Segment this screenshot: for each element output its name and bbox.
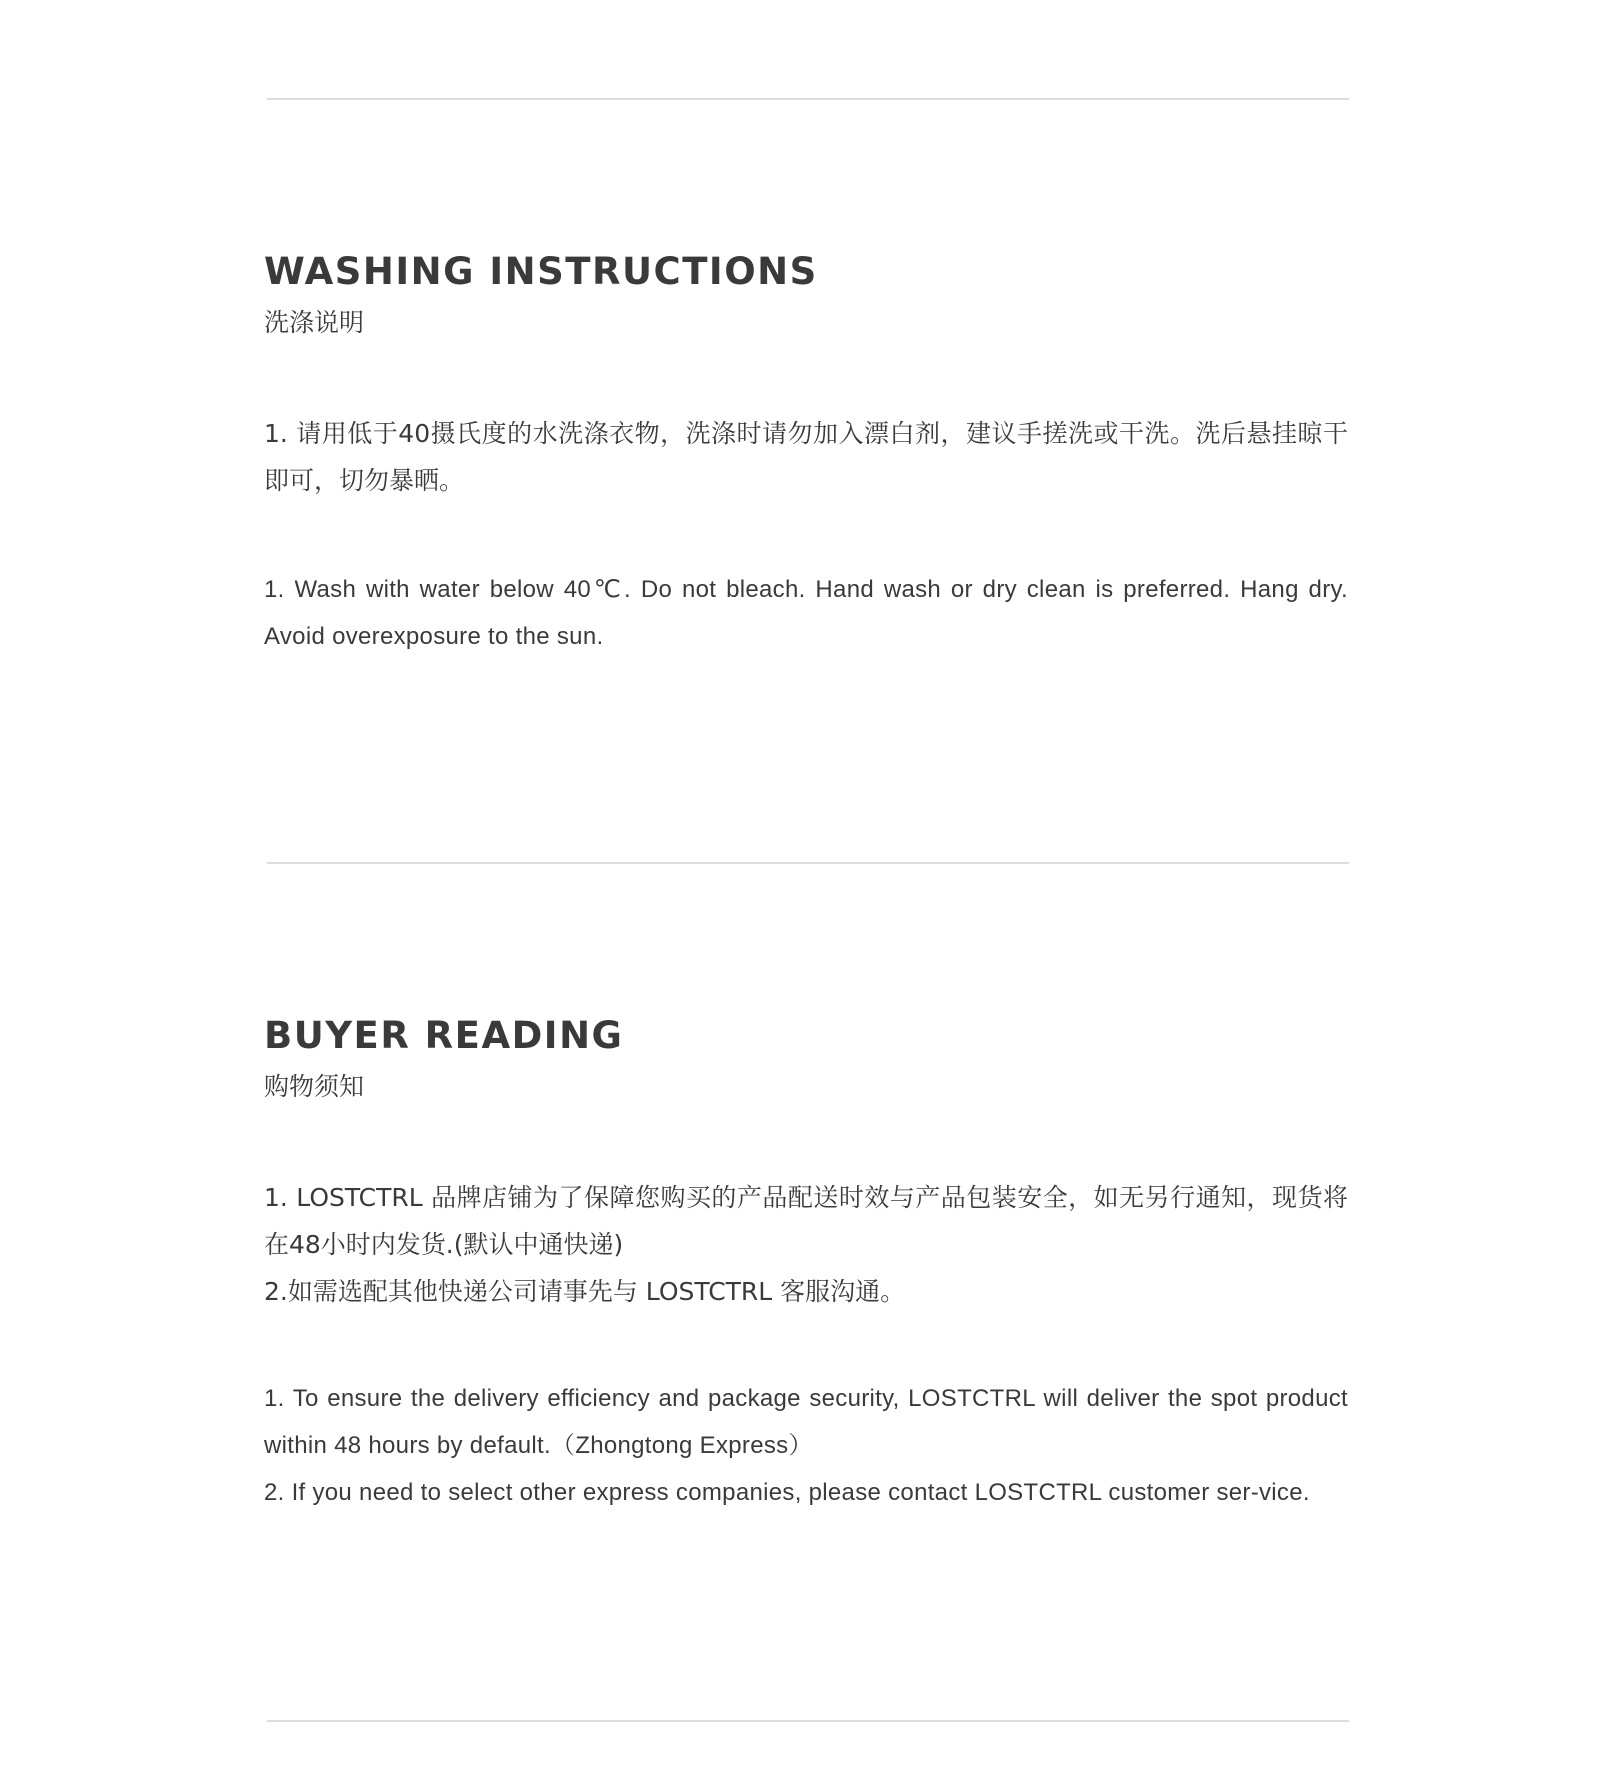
- buyer-subtitle: 购物须知: [264, 1072, 365, 1101]
- middle-divider: [267, 862, 1349, 864]
- washing-title: WASHING INSTRUCTIONS: [264, 250, 818, 293]
- top-divider: [267, 98, 1349, 100]
- buyer-en-paragraph-1: 1. To ensure the delivery efficiency and package security, LOSTCTRL will deliver the spot product within 48 hours by default.（Zhongtong Express）: [264, 1385, 1348, 1459]
- washing-subtitle: 洗涤说明: [264, 308, 365, 337]
- washing-en-text: [264, 566, 1348, 660]
- buyer-zh-paragraph-2: 2.如需选配其他快递公司请事先与 LOSTCTRL 客服沟通。: [264, 1277, 906, 1306]
- washing-zh-paragraph: 1. 请用低于40摄氏度的水洗涤衣物，洗涤时请勿加入漂白剂，建议手搓洗或干洗。洗后悬挂晾干即可，切勿暴晒。: [264, 419, 1348, 495]
- buyer-zh-paragraph-1: 1. LOSTCTRL 品牌店铺为了保障您购买的产品配送时效与产品包装安全，如无另行通知，现货将在48小时内发货.(默认中通快递): [264, 1183, 1348, 1259]
- buyer-reading-section: [264, 1014, 1348, 1516]
- buyer-zh-text: [264, 1174, 1348, 1315]
- bottom-divider: [267, 1720, 1349, 1722]
- buyer-title: BUYER READING: [264, 1014, 624, 1057]
- buyer-en-paragraph-2: 2. If you need to select other express companies, please contact LOSTCTRL customer ser-vice.: [264, 1479, 1310, 1506]
- washing-en-paragraph: 1. Wash with water below 40℃. Do not bleach. Hand wash or dry clean is preferred. Hang dry. Avoid overexposure to the sun.: [264, 576, 1348, 650]
- washing-zh-text: [264, 410, 1348, 504]
- buyer-en-text: [264, 1375, 1348, 1516]
- washing-instructions-section: [264, 250, 1348, 660]
